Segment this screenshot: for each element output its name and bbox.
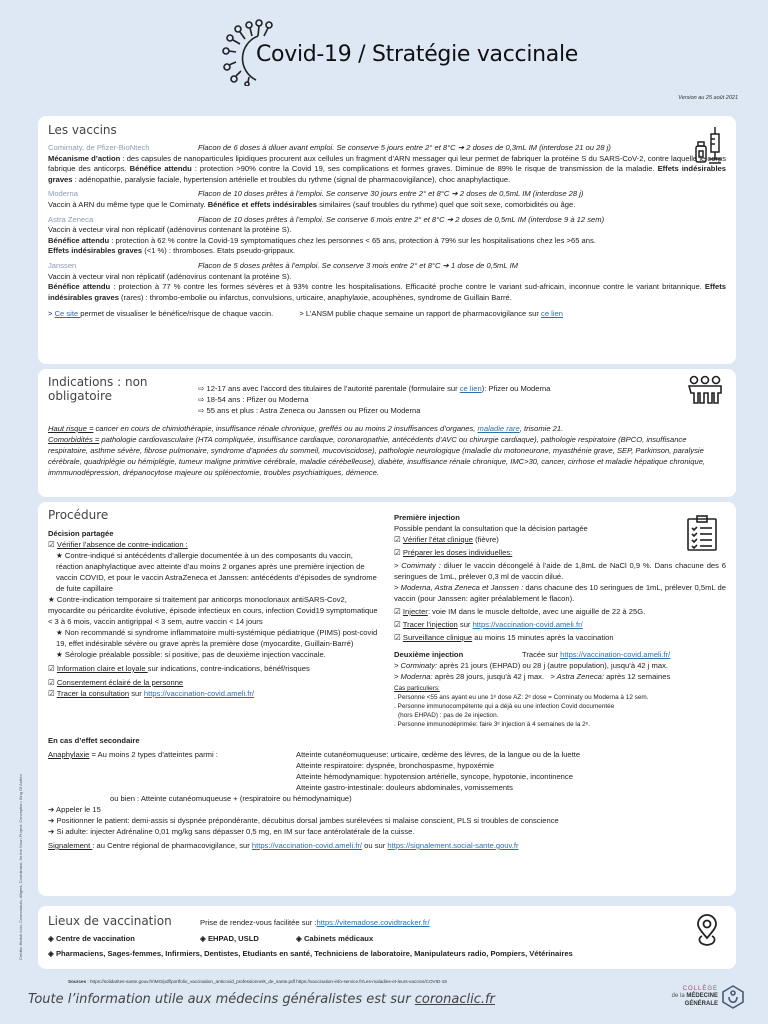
vaccine-syringe-icon xyxy=(694,126,724,166)
star-text: Sérologie préalable possible: si positive, pas de deuxième injection vaccinale. xyxy=(64,650,326,659)
text-benefice: similaires (sauf troubles du rythme) quel que soit sexe, comorbidités ou âge. xyxy=(317,199,576,209)
formulaire-link[interactable]: ce lien xyxy=(459,384,482,393)
label-effets: Effets indésirables graves xyxy=(48,246,143,256)
star-icon: ★ xyxy=(48,595,57,604)
professions: ◈ Pharmaciens, Sages-femmes, Infirmiers, Dentistes, Etudiants en santé, Techniciens de laboratoire, Manipulateurs radio, Pompiers, Vétérinaires xyxy=(48,949,573,958)
section-title: Lieux de vaccination xyxy=(48,914,172,928)
list-item: ⇨ 55 ans et plus : Astra Zeneca ou Janssen ou Pfizer ou Moderna xyxy=(198,406,421,415)
checkbox-icon: ☑ xyxy=(394,633,403,642)
check-item xyxy=(394,606,726,617)
credits: Crédits: Birdsh Icon, Cosmonauts, diligent, Coordinator, for the Noun Project. Conception: King Of Anthro xyxy=(18,774,23,960)
list-item: ⇨ 18-54 ans : Pfizer ou Moderna xyxy=(198,395,309,404)
section-title: Les vaccins xyxy=(48,123,117,137)
check-item xyxy=(394,632,726,643)
star-item xyxy=(48,627,380,649)
ana-item: Atteinte cutanéomuqueuse: urticaire, œdème des lèvres, de la langue ou de la luette xyxy=(296,750,581,759)
signalement xyxy=(48,840,726,851)
text: : au Centre régional de pharmacovigilance, sur xyxy=(92,841,252,850)
star-text: Contre-indication temporaire si traitement par anticorps monoclonaux antiSARS-Cov2, myocardite ou péricardite évolutive, épisode infectieux en cours, infection Covid19 symptomatique < 3 à 6 mois, vaccin antigrippal < 3 sem, autre vaccin < 14 jours xyxy=(48,595,378,626)
lieux-section xyxy=(38,906,736,969)
text-effets: (rares) : thrombo-embolie ou infarctus, convulsions, urticaire, anaphylaxie, acouphènes, syndrome de Guillain Barré. xyxy=(118,292,512,302)
item-text: ⇨ 12-17 ans avec l’accord des titulaires de l’autorité parentale (formulaire sur xyxy=(198,384,460,393)
section-title: Indications : non obligatoire xyxy=(48,375,148,403)
ce-site-link[interactable]: Ce site xyxy=(54,309,81,319)
vaccine-desc: Flacon de 6 doses à diluer avant emploi. Se conserve 5 jours entre 2° et 8°C ➔ 2 doses de 0,3mL IM (interdose 21 ou 28 j) xyxy=(198,143,611,152)
star-item xyxy=(48,594,380,627)
item-text: ): Pfizer ou Moderna xyxy=(481,384,551,393)
ansm-link[interactable]: ce lien xyxy=(541,309,563,319)
text-type: Vaccin à vecteur viral non réplicatif (adénovirus contenant la protéine S). xyxy=(48,225,292,235)
version-date: Version au 25 août 2021 xyxy=(678,95,738,101)
label: > Moderna: xyxy=(394,672,433,681)
text-effets: : adénopathie, paralysie faciale, hypertension artérielle et troubles du rythme (signal de pharmacovigilance), choc anaphylactique. xyxy=(72,174,511,184)
text: diluer le vaccin décongelé à l’aide de 1,8mL de NaCl 0,9 %. Dans chacune des 6 seringues de 1mL, prélever 0,3 ml de vaccin dilué. xyxy=(394,561,726,581)
coronaclic-link[interactable]: coronaclic.fr xyxy=(414,992,495,1007)
label-comorbidites: Comorbidités = xyxy=(48,435,100,444)
sources xyxy=(68,979,447,984)
action-item: ➔ Appeler le 15 xyxy=(48,805,101,814)
text: dans chacune des 10 seringues de 1mL, prélever 0,5mL de vaccin (pour Janssen: agiter préalablement le flacon). xyxy=(394,583,726,603)
text-mecanisme: : des capsules de nanoparticules lipidiques procurent aux cellules un fragment d’ARN messager qui leur permet de fabriquer la protéine S du SARS-CoV-2, contre laquelle le corps fabrique des anticorps. xyxy=(48,153,726,174)
vaccine-comirnaty xyxy=(48,143,726,185)
check-item xyxy=(48,663,380,674)
place-item: ◈ Centre de vaccination xyxy=(48,934,135,943)
text: ou sur xyxy=(362,841,388,850)
text: > L’ANSM publie chaque semaine un rapport de pharmacovigilance sur xyxy=(299,309,542,319)
place-item: ◈ EHPAD, USLD xyxy=(200,934,259,943)
label-benefice: Bénéfice attendu xyxy=(48,282,111,292)
logo-line: de la xyxy=(671,993,687,1000)
text: après 21 jours (EHPAD) ou 28 j (autre population), jusqu’à 42 j max. xyxy=(437,661,669,670)
indications-section xyxy=(38,369,736,497)
prefix: > xyxy=(48,309,55,319)
first-injection-title: Première injection xyxy=(394,513,460,522)
text-benefice: : protection à 62 % contre la Covid-19 symptomatiques chez les personnes < 65 ans, protection à 79% sur les hospitalisations chez les >65 ans. xyxy=(109,235,596,245)
list-item xyxy=(198,383,550,394)
text-type: Vaccin à ARN du même type que le Comirnaty. xyxy=(48,199,208,209)
checkbox-icon: ☑ xyxy=(394,607,403,616)
check-item xyxy=(394,619,726,630)
vaccine-desc: Flacon de 5 doses prêtes à l’emploi. Se conserve 3 mois entre 2° et 8°C ➔ 1 dose de 0,5mL IM xyxy=(198,260,519,270)
checkbox-icon: ☑ xyxy=(48,540,57,549)
second-l1 xyxy=(394,660,726,671)
check-text: Vérifier l’état clinique xyxy=(402,535,473,544)
checkbox-icon: ☑ xyxy=(48,664,57,673)
checkbox-icon: ☑ xyxy=(48,678,57,687)
procedure-section xyxy=(38,502,736,896)
label-signalement: Signalement xyxy=(48,841,93,850)
vaccins-footer xyxy=(48,309,726,320)
cas-item: (hors EHPAD) : pas de 2e injection. xyxy=(398,712,499,719)
text-type: Vaccin à vecteur viral non réplicatif (adénovirus contenant la protéine S). xyxy=(48,271,292,281)
vaccine-name: Comirnaty, de Pfizer-BioNtech xyxy=(48,143,150,152)
check-text: Tracer la consultation xyxy=(56,689,130,698)
check-item xyxy=(48,677,380,688)
clipboard-checklist-icon xyxy=(686,514,718,552)
text-haut-risque: cancer en cours de chimiothérapie, insuffisance rénale chronique, greffés ou au moins 2 insuffisances d’organes, xyxy=(93,424,478,433)
logo-line: GÉNÉRALE xyxy=(684,1000,718,1007)
check-text: Consentement éclairé de la personne xyxy=(56,678,184,687)
page-header xyxy=(0,0,768,108)
vaccins-section xyxy=(38,116,736,364)
maladie-rare-link[interactable]: maladie rare xyxy=(477,424,520,433)
check-item xyxy=(48,688,380,699)
cas-item: . Personne <55 ans ayant eu une 1ᵉ dose AZ: 2ᵉ dose = Corminaty ou Moderna à 12 sem. xyxy=(394,694,649,701)
logo-line: COLLÈGE xyxy=(682,985,718,992)
label: > Corminaty: xyxy=(394,661,438,670)
action-item: ➔ Positionner le patient: demi-assis si dyspnée prépondérante, décubitus dorsal jambes surélevées si malaise conscient, PLS si troubles de conscience xyxy=(48,816,559,825)
vaccine-desc: Flacon de 10 doses prêtes à l’emploi. Se conserve 6 mois entre 2° et 8°C ➔ 2 doses de 0,5mL IM (interdose 9 à 12 sem) xyxy=(198,214,605,224)
check-item xyxy=(394,534,726,545)
action-item: ➔ Si adulte: injecter Adrénaline 0,01 mg/kg sans dépasser 0,5 mg, en IM sur face antérolatérale de la cuisse. xyxy=(48,827,415,836)
sources-text: : https://solidarites-sante.gouv.fr/IMG/pdf/portfolio_vaccination_anticovid_professionnels_de_sante.pdf https://vaccination-info-service.fr/Les-maladies-et-leurs-vaccins/COVID-19 xyxy=(86,979,447,984)
vitemadose-link[interactable]: https://vitemadose.covidtracker.fr/ xyxy=(316,918,430,927)
sources-label: Sources xyxy=(68,979,87,984)
label-effets: Effets indésirables graves xyxy=(48,282,727,302)
text: permet de visualiser le bénéfice/risque de chaque vaccin. xyxy=(80,309,274,319)
text-comorbidites: pathologie cardiovasculaire (HTA compliquée, insuffisance cardiaque, coronaropathie, antécédents d’AVC ou chirurgie cardiaque), pathologie respiratoire (BPCO, insuffisance respiratoire, asthme sévère, fibrose pulmonaire, syndrome d’apnées du sommeil, mucoviscidose), pathologie neurologique (maladie du motoneurone, myasthénie grave, SEP, Parkinson, paralysie cérébrale, quadriplégie ou hémiplégie, tumeur maligne primitive cérébrale, maladie cérébelleuse), diabète, insuffisance rénale chronique, IMC>30, cancer, cirrhose et maladie hépatique chronique, immmunodépression, drépanocytose majeure ou splénectomie, troubles psychiatriques, démence. xyxy=(48,435,706,477)
label-mecanisme: Mécanisme d’action xyxy=(48,153,121,163)
vaccine-astrazeneca xyxy=(48,215,726,257)
rdv-text: Prise de rendez-vous facilitée sur : xyxy=(200,918,317,927)
star-text: Contre-indiqué si antécédents d’allergie documentée à un des composants du vaccin, réaction anaphylactique avec atteinte d’au moins 2 organes après une première injection de vaccin COVID, et pour le vaccin AstraZeneca et Janssen: antécédents d’épisodes de syndrome de fuite capillaire xyxy=(56,551,377,593)
text-benefice: : protection >90% contre la Covid 19, ses complications et formes graves. Diminue de 89% le risque de transmission de la maladie. xyxy=(191,164,658,174)
ameli-link[interactable]: https://vaccination-covid.ameli.fr/ xyxy=(143,689,255,698)
text: après 28 jours, jusqu’à 42 j max. xyxy=(432,672,545,681)
ameli-link[interactable]: https://vaccination-covid.ameli.fr/ xyxy=(472,620,583,629)
text: , trisomie 21. xyxy=(519,424,564,433)
trace-text: Tracée sur xyxy=(522,650,561,659)
check-item xyxy=(48,539,380,550)
ana-item: Atteinte respiratoire: dyspnée, bronchospasme, hypoxémie xyxy=(296,761,494,770)
text: = Au moins 2 types d’atteintes parmi : xyxy=(89,750,218,759)
label: > Astra Zeneca: xyxy=(550,672,604,681)
procedure-left-column xyxy=(48,510,380,729)
second-l2 xyxy=(394,671,726,682)
anaphylaxie-block xyxy=(48,749,726,793)
check-text: Surveillance clinique xyxy=(402,633,473,642)
star-icon: ★ xyxy=(56,628,65,637)
label-anaphylaxie: Anaphylaxie xyxy=(48,750,90,759)
logo-line: MÉDECINE xyxy=(686,993,718,1000)
tagline-text: Toute l’information utile aux médecins généralistes est sur xyxy=(28,992,415,1007)
checkbox-icon: ☑ xyxy=(48,689,57,698)
star-text: Non recommandé si syndrome inflammatoire multi-systémique pédiatrique (PIMS) post-covid 19, effet indésirable sévère ou grave après la première dose (myocardite, Guillain-Barré) xyxy=(56,628,378,648)
checkbox-icon: ☑ xyxy=(394,548,403,557)
vaccine-name: Moderna xyxy=(48,189,78,199)
label-benefice: Bénéfice attendu xyxy=(48,235,110,245)
side-effect-section xyxy=(48,735,726,851)
decision-title: Décision partagée xyxy=(48,529,114,538)
star-icon: ★ xyxy=(56,650,65,659)
cas-item: . Personne immunocompétente qui a déjà eu une infection Covid documentée xyxy=(394,703,615,710)
text-benefice: : protection à 77 % contre les formes sévères et à 93% contre les hospitalisations. Efficacité proche contre le variant sud-africain, inconnue contre le variant britannique. xyxy=(110,282,705,292)
label-benefice: Bénéfice et effets indésirables xyxy=(207,199,317,209)
vaccine-name: Astra Zeneca xyxy=(48,214,94,224)
check-detail: sur indications, contre-indications, bénéf/risques xyxy=(147,664,310,673)
ameli-link[interactable]: https://vaccination-covid.ameli.fr/ xyxy=(251,841,363,850)
vaccine-desc: Flacon de 10 doses prêtes à l’emploi. Se conserve 30 jours entre 2° et 8°C ➔ 2 doses de 0,5mL IM (interdose 28 j) xyxy=(198,189,584,199)
label-effets: Effets indésirables graves xyxy=(48,164,727,184)
comirnaty-prep xyxy=(394,560,726,582)
page-title: Covid-19 / Stratégie vaccinale xyxy=(256,42,579,67)
risk-notes xyxy=(48,423,726,478)
star-item xyxy=(48,550,380,594)
label-benefice: Bénéfice attendu xyxy=(129,164,192,174)
people-group-icon xyxy=(688,375,722,405)
text: après 12 semaines xyxy=(603,672,671,681)
vaccine-janssen xyxy=(48,261,726,303)
procedure-right-column xyxy=(394,510,726,729)
vaccine-moderna xyxy=(48,189,726,210)
label: > Comirnaty : xyxy=(394,561,441,570)
ameli-link[interactable]: https://vaccination-covid.ameli.fr/ xyxy=(560,650,671,659)
check-text: Injecter xyxy=(402,607,428,616)
check-detail: au moins 15 minutes après la vaccination xyxy=(472,633,614,642)
moderna-prep xyxy=(394,582,726,604)
checkbox-icon: ☑ xyxy=(394,535,403,544)
check-item xyxy=(394,547,726,558)
check-text: Information claire et loyale xyxy=(56,664,148,673)
text-effets: (<1 %) : thromboses. Etats pseudo-grippaux. xyxy=(142,246,296,256)
cas-item: . Personne immunodéprimée: faire 3ᵉ injection à 4 semaines de la 2ᵉ. xyxy=(394,721,590,728)
check-detail: : voie IM dans le muscle deltoïde, avec une aiguille de 22 à 25G. xyxy=(427,607,646,616)
check-detail: sur xyxy=(457,620,473,629)
star-icon: ★ xyxy=(56,551,65,560)
section-title: Procédure xyxy=(48,508,109,522)
footer-tagline xyxy=(28,992,495,1007)
cas-title: Cas particuliers: xyxy=(394,685,440,692)
cmg-logo-icon xyxy=(722,985,744,1009)
label: > Moderna, Astra Zeneca et Janssen : xyxy=(394,583,524,592)
check-detail: (fièvre) xyxy=(473,535,499,544)
place-item: ◈ Cabinets médicaux xyxy=(296,934,374,943)
location-pin-icon xyxy=(696,914,718,948)
first-intro: Possible pendant la consultation que la décision partagée xyxy=(394,524,588,533)
label-haut-risque: Haut risque = xyxy=(48,424,94,433)
second-injection-title: Deuxième injection xyxy=(394,650,464,659)
check-text: Vérifier l’absence de contre-indication : xyxy=(56,540,188,549)
vaccine-name: Janssen xyxy=(48,260,77,270)
ana-item: Atteinte hémodynamique: hypotension artérielle, syncope, hypotonie, incontinence xyxy=(296,772,573,781)
signalement-link[interactable]: https://signalement.social-sante.gouv.fr xyxy=(387,841,519,850)
side-effect-title: En cas d’effet secondaire xyxy=(48,736,140,745)
checkbox-icon: ☑ xyxy=(394,620,403,629)
ana-item: Atteinte gastro-intestinale: douleurs abdominales, vomissements xyxy=(296,783,513,792)
second-injection-header xyxy=(394,649,726,660)
cmg-logo xyxy=(672,985,744,1009)
star-item xyxy=(48,649,380,660)
check-detail: sur xyxy=(129,689,144,698)
check-text: Tracer l’injection xyxy=(402,620,458,629)
check-text: Préparer les doses individuelles: xyxy=(402,548,513,557)
ana-or: ou bien : Atteinte cutanéomuqueuse + (respiratoire ou hémodynamique) xyxy=(110,794,352,803)
indications-list xyxy=(198,383,550,416)
